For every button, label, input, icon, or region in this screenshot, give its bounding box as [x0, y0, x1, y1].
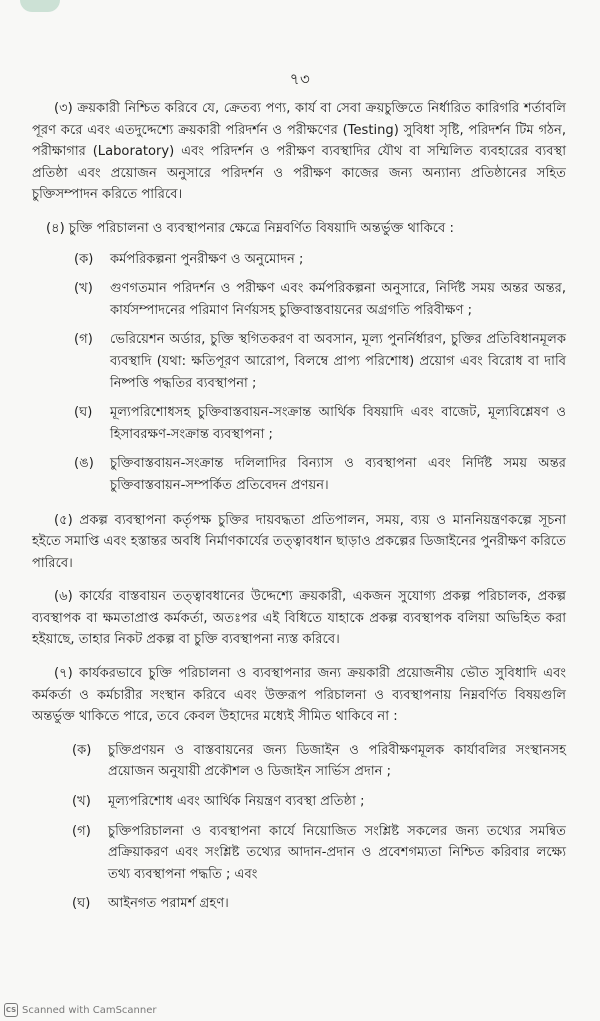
list-text: ভেরিয়েশন অর্ডার, চুক্তি স্থগিতকরণ বা অবসান, মূল্য পুনর্নির্ধারণ, চুক্তির প্রতিবিধানমূলক ব্যবস্থাদি (যথা: ক্ষতিপূরণ আরোপ, বিলম্বে প্রাপ্য পরিশোধ) প্রয়োগ এবং বিরোধ বা দাবি নিষ্পত্তি পদ্ধতির ব্যবস্থাপনা ; — [110, 332, 566, 391]
list-text: চুক্তিপ্রণয়ন ও বাস্তবায়নের জন্য ডিজাইন ও পরিবীক্ষণমূলক কার্যাবলির সংস্থানসহ প্রয়োজন অনুযায়ী প্রকৌশল ও ডিজাইন সার্ভিস প্রদান ; — [108, 742, 566, 780]
paragraph-7: (৭) কার্যকরভাবে চুক্তি পরিচালনা ও ব্যবস্থাপনার জন্য ক্রয়কারী প্রয়োজনীয় ভৌত সুবিধাদি এবং কর্মকর্তা ও কর্মচারীর সংস্থান করিবে এবং উক্তরূপ পরিচালনা ও ব্যবস্থাপনায় নিম্নবর্ণিত বিষয়গুলি অন্তর্ভুক্ত থাকিতে পারে, তবে কেবল উহাদের মধ্যেই সীমিত থাকিবে না : — [32, 666, 566, 725]
list-item — [32, 329, 566, 394]
list-item — [32, 893, 566, 915]
list-item — [32, 278, 566, 321]
paragraph-4-list — [32, 249, 566, 497]
list-marker: (খ) — [74, 281, 93, 297]
page-edge-stain — [20, 0, 60, 12]
paragraph-4-heading: (৪) চুক্তি পরিচালনা ও ব্যবস্থাপনার ক্ষেত্রে নিম্নবর্ণিত বিষয়াদি অন্তর্ভুক্ত থাকিবে : — [46, 220, 454, 236]
list-text: আইনগত পরামর্শ গ্রহণ। — [108, 896, 229, 912]
list-marker: (গ) — [72, 823, 91, 839]
camscanner-logo-icon: CS — [4, 1003, 18, 1017]
list-text: মূল্যপরিশোধসহ চুক্তিবাস্তবায়ন-সংক্রান্ত আর্থিক বিষয়াদি এবং বাজেট, মূল্যবিশ্লেষণ ও হিসাবরক্ষণ-সংক্রান্ত ব্যবস্থাপনা ; — [110, 405, 566, 442]
list-text: গুণগতমান পরিদর্শন ও পরীক্ষণ এবং কর্মপরিকল্পনা অনুসারে, নির্দিষ্ট সময় অন্তর অন্তর, কার্যসম্পাদনের পরিমাণ নির্ণয়সহ চুক্তিবাস্তবায়নের অগ্রগতি পরিবীক্ষণ ; — [110, 281, 566, 318]
list-text: মূল্যপরিশোধ এবং আর্থিক নিয়ন্ত্রণ ব্যবস্থা প্রতিষ্ঠা ; — [108, 794, 365, 810]
paragraph-7-list — [32, 740, 566, 915]
list-text: কর্মপরিকল্পনা পুনরীক্ষণ ও অনুমোদন ; — [110, 251, 304, 267]
paragraph-6: (৬) কার্যের বাস্তবায়ন তত্ত্বাবধানের উদ্দেশ্যে ক্রয়কারী, একজন সুযোগ্য প্রকল্প পরিচালক, প্রকল্প ব্যবস্থাপক বা ক্ষমতাপ্রাপ্ত কর্মকর্তা, অতঃপর এই বিধিতে যাহাকে প্রকল্প ব্যবস্থাপক বলিয়া অভিহিত করা হইয়াছে, তাহার নিকট প্রকল্প বা চুক্তি ব্যবস্থাপনা ন্যস্ত করিবে। — [32, 589, 566, 648]
list-marker: (ঙ) — [74, 456, 94, 472]
list-marker: (খ) — [72, 794, 91, 810]
list-text: চুক্তিপরিচালনা ও ব্যবস্থাপনা কার্যে নিয়োজিত সংশ্লিষ্ট সকলের জন্য তথ্যের সমন্বিত প্রক্রিয়াকরণ এবং সংশ্লিষ্ট তথ্যের আদান-প্রদান ও প্রবেশগম্যতা নিশ্চিত করিবার লক্ষ্যে তথ্য ব্যবস্থাপনা পদ্ধতি ; এবং — [108, 823, 566, 882]
list-item — [32, 402, 566, 445]
document-body — [32, 98, 566, 928]
list-item — [32, 791, 566, 813]
list-marker: (ক) — [72, 742, 92, 758]
list-item — [32, 740, 566, 783]
list-item — [32, 249, 566, 271]
scanner-watermark — [4, 1003, 157, 1017]
paragraph-3: (৩) ক্রয়কারী নিশ্চিত করিবে যে, ক্রেতব্য পণ্য, কার্য বা সেবা ক্রয়চুক্তিতে নির্ধারিত কারিগরি শর্তাবলি পূরণ করে এবং এতদুদ্দেশ্যে ক্রয়কারী পরিদর্শন ও পরীক্ষণের (Testing) সুবিধা সৃষ্টি, পরিদর্শন টিম গঠন, পরীক্ষাগার (Laboratory) এবং পরিদর্শন ও পরীক্ষণ ব্যবস্থাদির যৌথ বা সম্মিলিত ব্যবহারের ব্যবস্থা প্রতিষ্ঠা এবং প্রয়োজন অনুসারে পরিদর্শন ও পরীক্ষণ কাজের জন্য অন্যান্য প্রতিষ্ঠানের সহিত চুক্তিসম্পাদন করিতে পারিবে। — [32, 101, 566, 203]
page-number: ৭৩ — [289, 70, 311, 88]
list-marker: (গ) — [74, 332, 93, 348]
list-marker: (ঘ) — [74, 405, 93, 421]
watermark-label: Scanned with CamScanner — [22, 1004, 157, 1016]
list-item — [32, 453, 566, 496]
list-marker: (ঘ) — [72, 896, 91, 912]
list-item — [32, 821, 566, 886]
list-marker: (ক) — [74, 251, 94, 267]
list-text: চুক্তিবাস্তবায়ন-সংক্রান্ত দলিলাদির বিন্যাস ও ব্যবস্থাপনা এবং নির্দিষ্ট সময় অন্তর চুক্তিবাস্তবায়ন-সম্পর্কিত প্রতিবেদন প্রণয়ন। — [110, 456, 566, 493]
paragraph-5: (৫) প্রকল্প ব্যবস্থাপনা কর্তৃপক্ষ চুক্তির দায়বদ্ধতা প্রতিপালন, সময়, ব্যয় ও মাননিয়ন্ত্রণকল্পে সূচনা হইতে সমাপ্তি এবং হস্তান্তর অবধি নির্মাণকার্যের তত্ত্বাবধান ছাড়াও প্রকল্পের ডিজাইনের পুনরীক্ষণ করিতে পারিবে। — [32, 512, 566, 571]
